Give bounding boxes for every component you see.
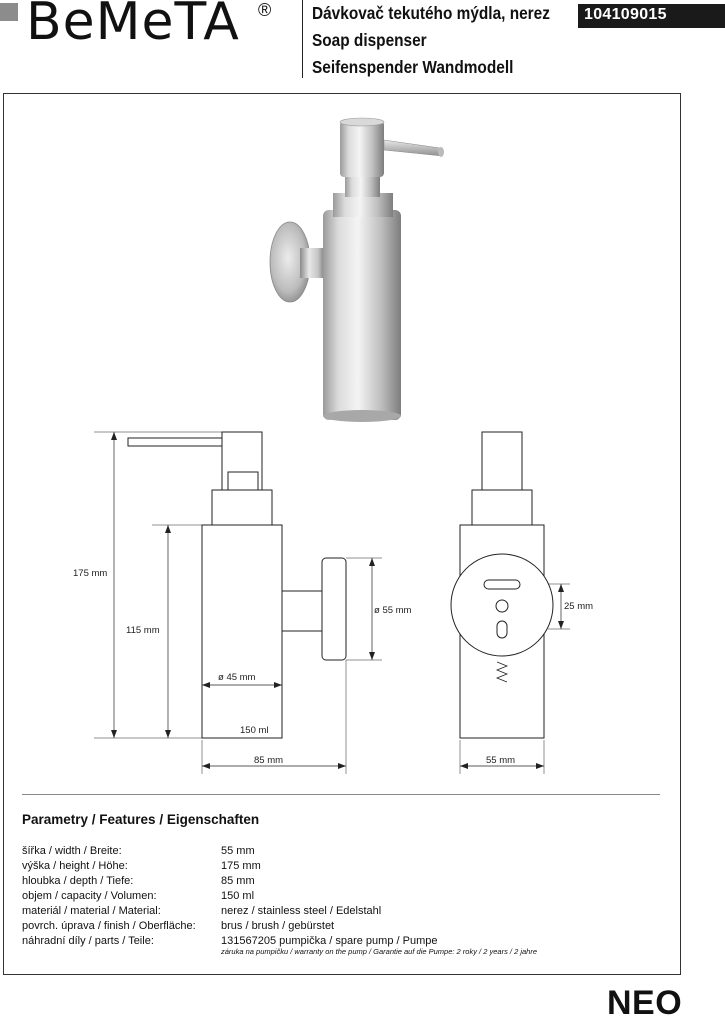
warranty-note: záruka na pumpičku / warranty on the pump / Garantie auf die Pumpe: 2 roky / 2 years / 2 jahre	[221, 947, 537, 956]
product-photo	[270, 118, 444, 422]
title-german: Seifenspender Wandmodell	[312, 57, 514, 77]
spec-value-depth: 85 mm	[221, 875, 255, 887]
dim-body-diameter: ø 45 mm	[218, 672, 256, 683]
spec-value-material: nerez / stainless steel / Edelstahl	[221, 905, 382, 917]
spec-value-parts: 131567205 pumpička / spare pump / Pumpe	[221, 935, 438, 947]
dim-height-body: 115 mm	[126, 625, 160, 636]
spec-label-finish: povrch. úprava / finish / Oberfläche:	[22, 920, 196, 932]
spec-label-capacity: objem / capacity / Volumen:	[22, 890, 157, 902]
title-english: Soap dispenser	[312, 30, 427, 50]
registered-mark: ®	[258, 0, 272, 20]
dim-screw-spacing: 25 mm	[564, 601, 594, 612]
spec-label-depth: hloubka / depth / Tiefe:	[22, 875, 134, 887]
section-divider	[22, 794, 660, 795]
front-view-drawing	[451, 432, 570, 774]
spec-label-parts: náhradní díly / parts / Teile:	[22, 935, 154, 947]
side-view-drawing	[94, 432, 382, 774]
dimension-arrows	[111, 432, 375, 769]
spec-value-capacity: 150 ml	[221, 890, 255, 902]
spec-label-material: materiál / material / Material:	[22, 905, 161, 917]
brand-name: BeMeTA	[26, 0, 240, 52]
dim-rosette: ø 55 mm	[374, 605, 412, 616]
series-name: NEO	[607, 984, 683, 1022]
dim-height-total: 175 mm	[73, 568, 108, 579]
spec-label-width: šířka / width / Breite:	[22, 845, 122, 857]
spec-value-finish: brus / brush / gebürstet	[221, 920, 335, 932]
dim-width: 55 mm	[486, 755, 516, 766]
dim-capacity: 150 ml	[240, 725, 269, 736]
spec-value-height: 175 mm	[221, 860, 261, 872]
product-code: 104109015	[584, 6, 667, 23]
spec-value-width: 55 mm	[221, 845, 255, 857]
features-title: Parametry / Features / Eigenschaften	[22, 812, 260, 827]
dim-depth: 85 mm	[254, 755, 284, 766]
spec-label-height: výška / height / Höhe:	[22, 860, 128, 872]
title-czech: Dávkovač tekutého mýdla, nerez	[312, 3, 550, 23]
